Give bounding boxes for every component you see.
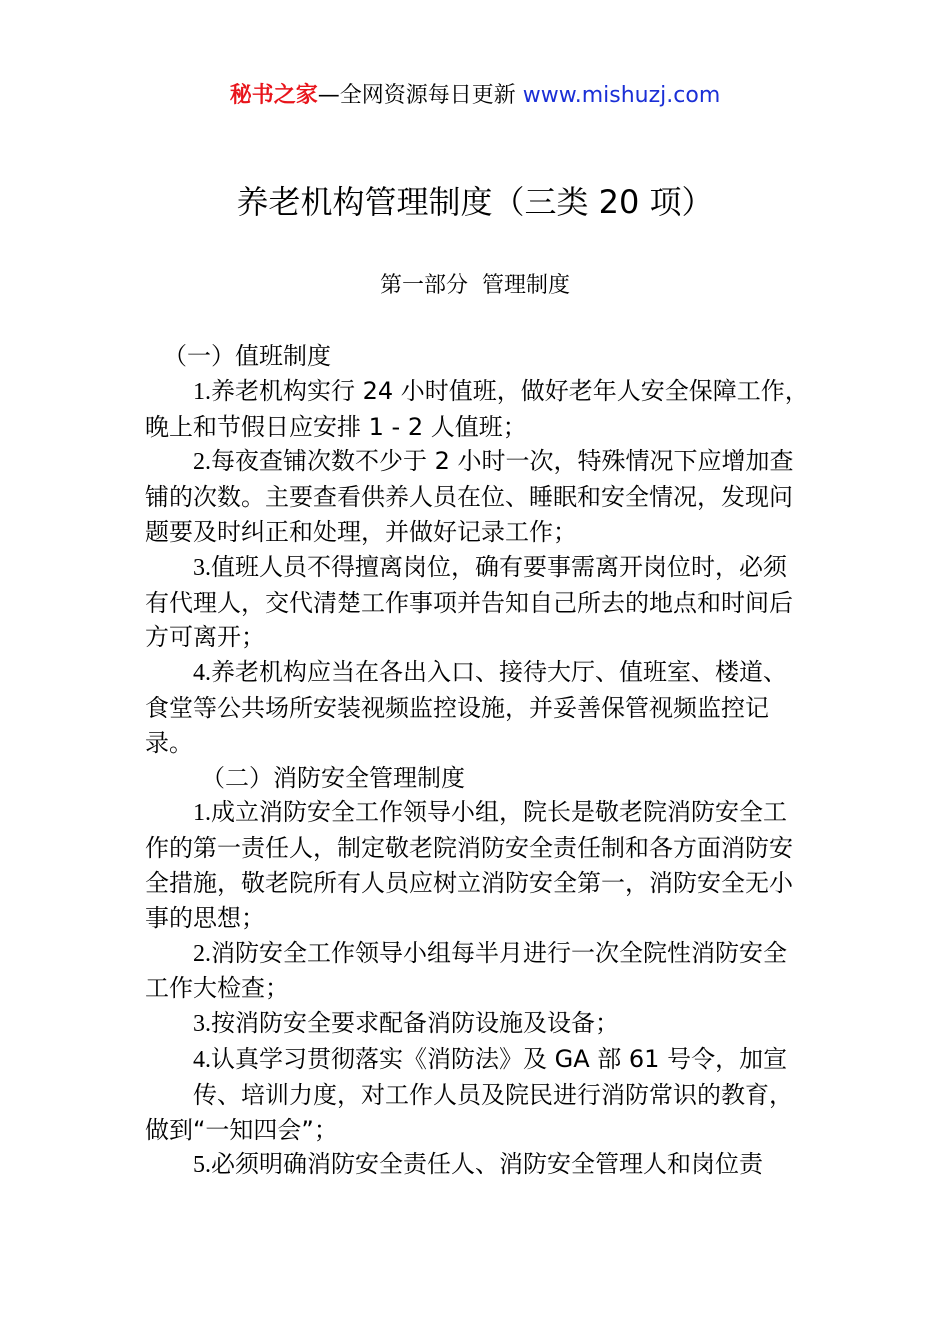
list-item: 2.每夜查铺次数不少于 2 小时一次，特殊情况下应增加查铺的次数。主要查看供养人员在位、睡眠和安全情况，发现问题要及时纠正和处理，并做好记录工作； — [145, 447, 794, 546]
site-url-link[interactable]: www.mishuzj.com — [522, 83, 721, 108]
list-item: 1.养老机构实行 24 小时值班，做好老年人安全保障工作，晚上和节假日应安排 1 - 2 人值班； — [145, 376, 809, 441]
list-item: 4.养老机构应当在各出入口、接待大厅、值班室、楼道、食堂等公共场所安装视频监控设施，并妥善保管视频监控记录。 — [145, 658, 787, 757]
list-item-continuation: 传、培训力度，对工作人员及院民进行消防常识的教育，做到“一知四会”； — [145, 1080, 793, 1144]
section-heading: （二）消防安全管理制度 — [201, 763, 465, 792]
document-body — [145, 339, 810, 1183]
site-tagline: —全网资源每日更新 — [317, 83, 523, 108]
site-brand: 秘书之家 — [229, 83, 318, 108]
list-item: 3.按消防安全要求配备消防设施及设备； — [193, 1009, 619, 1038]
list-item: 2.消防安全工作领导小组每半月进行一次全院性消防安全工作大检查； — [145, 938, 787, 1003]
document-title: 养老机构管理制度（三类 20 项） — [236, 183, 714, 221]
list-item: 4.认真学习贯彻落实《消防法》及 GA 部 61 号令，加宣 — [193, 1044, 788, 1073]
list-item: 5.必须明确消防安全责任人、消防安全管理人和岗位责 — [193, 1150, 763, 1179]
list-item: 1.成立消防安全工作领导小组，院长是敬老院消防安全工作的第一责任人，制定敬老院消防安全责任制和各方面消防安全措施，敬老院所有人员应树立消防安全第一，消防安全无小事的思想； — [145, 798, 793, 932]
part-heading: 第一部分 管理制度 — [380, 273, 570, 298]
section-heading: （一）值班制度 — [163, 342, 331, 370]
list-item: 3.值班人员不得擅离岗位，确有要事需离开岗位时，必须有代理人，交代清楚工作事项并告知自己所去的地点和时间后方可离开； — [145, 552, 793, 652]
site-header — [0, 80, 950, 112]
